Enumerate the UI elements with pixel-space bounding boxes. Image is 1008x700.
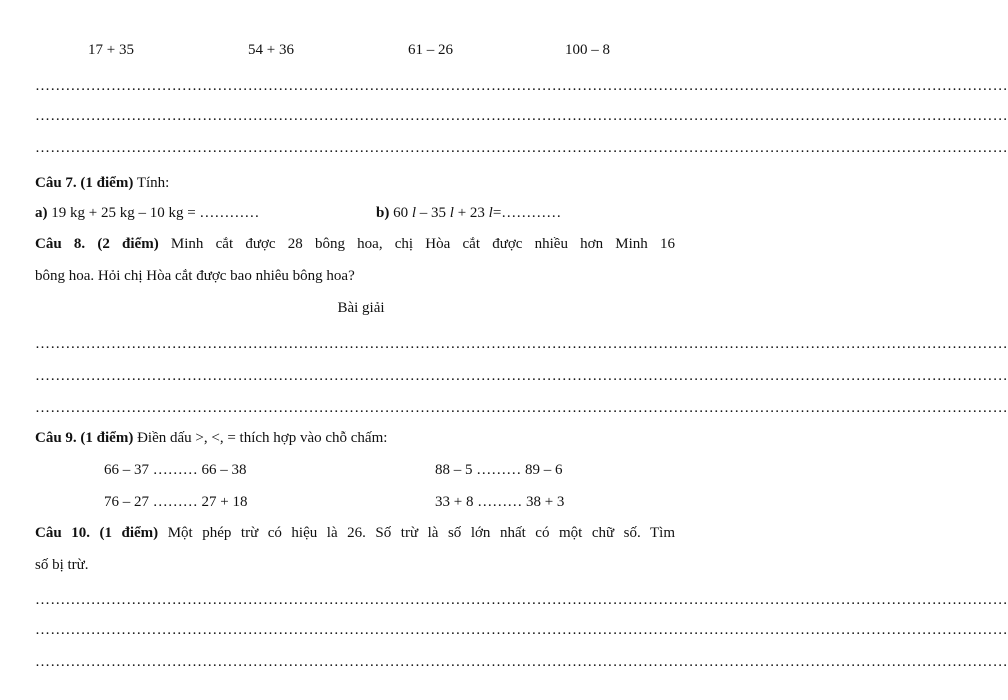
comparison-item: 66 – 37 ……… 66 – 38 bbox=[104, 462, 247, 478]
part-b-label: b) bbox=[376, 205, 390, 221]
question-9-prompt: Điền dấu >, <, = thích hợp vào chỗ chấm: bbox=[137, 430, 388, 446]
question-8-heading: Câu 8. (2 điểm) bbox=[35, 236, 159, 252]
answer-line: ………………………………………………………………………………………………………………………………………………………………………… bbox=[35, 336, 1008, 352]
question-7 bbox=[35, 175, 169, 192]
answer-line: ………………………………………………………………………………………………………………………………………………………………………… bbox=[35, 78, 1008, 94]
part-b-term: – 35 bbox=[419, 205, 447, 221]
question-8-line-2: bông hoa. Hỏi chị Hòa cắt được bao nhiêu bông hoa? bbox=[35, 268, 355, 284]
solution-title: Bài giải bbox=[337, 300, 385, 316]
question-10-heading: Câu 10. (1 điểm) bbox=[35, 525, 159, 541]
answer-line: ………………………………………………………………………………………………………………………………………………………………………… bbox=[35, 400, 1008, 416]
answer-line: ………………………………………………………………………………………………………………………………………………………………………… bbox=[35, 368, 1008, 384]
expression-2: 54 + 36 bbox=[248, 42, 294, 58]
comparison-item: 33 + 8 ……… 38 + 3 bbox=[435, 494, 565, 510]
question-9-heading: Câu 9. (1 điểm) bbox=[35, 430, 134, 446]
part-b-term: + 23 bbox=[457, 205, 485, 221]
unit-litre: l bbox=[449, 205, 454, 221]
question-7-heading: Câu 7. (1 điểm) bbox=[35, 175, 134, 191]
comparison-item: 76 – 27 ……… 27 + 18 bbox=[104, 494, 248, 510]
answer-line: ………………………………………………………………………………………………………………………………………………………………………… bbox=[35, 592, 1008, 608]
question-7-prompt: Tính: bbox=[136, 175, 170, 191]
expression-1: 17 + 35 bbox=[88, 42, 134, 58]
part-b-term: =………… bbox=[492, 205, 562, 221]
answer-line: ………………………………………………………………………………………………………………………………………………………………………… bbox=[35, 108, 1008, 124]
question-7-part-a bbox=[35, 205, 259, 222]
question-7-part-b bbox=[376, 205, 561, 222]
question-8-line-1 bbox=[35, 236, 675, 253]
answer-line: ………………………………………………………………………………………………………………………………………………………………………… bbox=[35, 140, 1008, 156]
answer-line: ………………………………………………………………………………………………………………………………………………………………………… bbox=[35, 622, 1008, 638]
answer-line: ………………………………………………………………………………………………………………………………………………………………………… bbox=[35, 654, 1008, 670]
question-10-line-2: số bị trừ. bbox=[35, 557, 89, 573]
unit-litre: l bbox=[411, 205, 417, 221]
part-b-term: 60 bbox=[393, 205, 409, 221]
question-10-line-1 bbox=[35, 525, 675, 542]
expression-4: 100 – 8 bbox=[565, 42, 610, 58]
part-a-label: a) bbox=[35, 205, 48, 221]
unit-litre: l bbox=[488, 205, 493, 221]
question-8-text: Minh cắt được 28 bông hoa, chị Hòa cắt được nhiều hơn Minh 16 bbox=[170, 236, 676, 252]
question-10-text: Một phép trừ có hiệu là 26. Số trừ là số lớn nhất có một chữ số. Tìm bbox=[167, 525, 676, 541]
part-a-expression: 19 kg + 25 kg – 10 kg = ………… bbox=[51, 205, 260, 221]
expression-3: 61 – 26 bbox=[408, 42, 453, 58]
comparison-item: 88 – 5 ……… 89 – 6 bbox=[435, 462, 563, 478]
question-9 bbox=[35, 430, 387, 447]
